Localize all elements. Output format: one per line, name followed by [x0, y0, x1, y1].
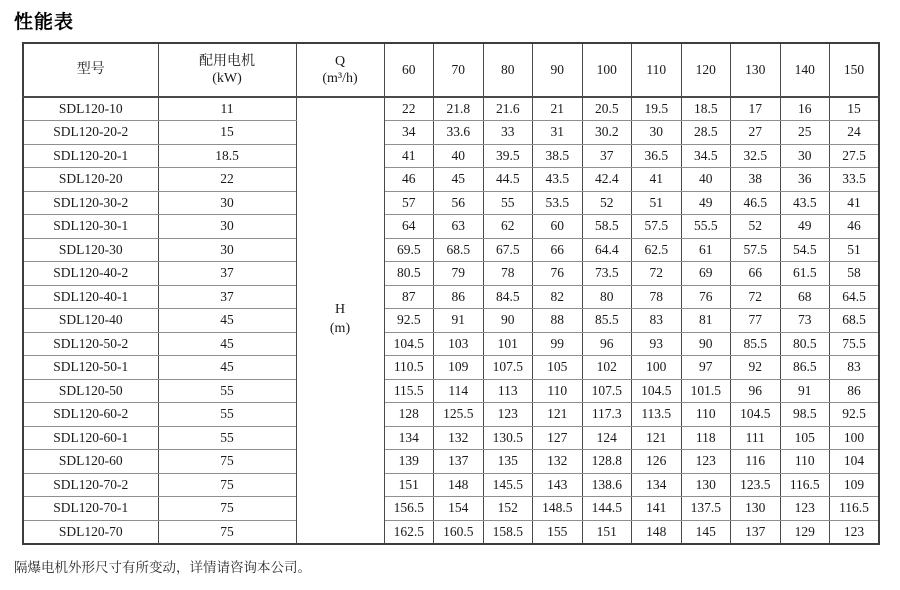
h-value-cell: 123: [780, 497, 830, 521]
performance-table: [22, 42, 880, 545]
h-value-cell: 76: [681, 285, 731, 309]
h-value-cell: 25: [780, 121, 830, 145]
h-value-cell: 128: [384, 403, 434, 427]
kw-cell: 55: [158, 379, 296, 403]
h-value-cell: 28.5: [681, 121, 731, 145]
h-value-cell: 134: [384, 426, 434, 450]
h-value-cell: 68.5: [434, 238, 484, 262]
h-value-cell: 110.5: [384, 356, 434, 380]
h-value-cell: 43.5: [533, 168, 583, 192]
h-value-cell: 93: [632, 332, 682, 356]
h-value-cell: 88: [533, 309, 583, 333]
h-value-cell: 44.5: [483, 168, 533, 192]
h-value-cell: 16: [780, 97, 830, 121]
table-row: [23, 215, 879, 239]
h-value-cell: 104: [830, 450, 880, 474]
table-row: [23, 97, 879, 121]
h-value-cell: 67.5: [483, 238, 533, 262]
h-value-cell: 33: [483, 121, 533, 145]
h-value-cell: 36: [780, 168, 830, 192]
h-value-cell: 158.5: [483, 520, 533, 544]
h-value-cell: 75.5: [830, 332, 880, 356]
kw-cell: 37: [158, 285, 296, 309]
table-row: [23, 379, 879, 403]
h-value-cell: 73: [780, 309, 830, 333]
h-value-cell: 132: [533, 450, 583, 474]
h-value-cell: 113: [483, 379, 533, 403]
h-value-cell: 49: [681, 191, 731, 215]
h-value-cell: 58: [830, 262, 880, 286]
h-value-cell: 46.5: [731, 191, 781, 215]
table-row: [23, 168, 879, 192]
table-row: [23, 238, 879, 262]
header-motor: [158, 43, 296, 97]
header-q-unit: (m³/h): [322, 71, 358, 86]
h-value-cell: 96: [582, 332, 632, 356]
h-value-cell: 109: [830, 473, 880, 497]
h-value-cell: 101.5: [681, 379, 731, 403]
h-value-cell: 31: [533, 121, 583, 145]
model-cell: SDL120-30-2: [23, 191, 158, 215]
h-value-cell: 148: [632, 520, 682, 544]
header-q-label: Q: [334, 53, 346, 69]
h-value-cell: 92.5: [830, 403, 880, 427]
h-value-cell: 109: [434, 356, 484, 380]
header-flow-col: 60: [384, 43, 434, 97]
h-value-cell: 53.5: [533, 191, 583, 215]
h-value-cell: 130: [681, 473, 731, 497]
h-value-cell: 121: [533, 403, 583, 427]
h-value-cell: 76: [533, 262, 583, 286]
h-value-cell: 148.5: [533, 497, 583, 521]
h-value-cell: 57: [384, 191, 434, 215]
table-row: [23, 121, 879, 145]
h-value-cell: 55: [483, 191, 533, 215]
h-value-cell: 101: [483, 332, 533, 356]
h-value-cell: 30: [632, 121, 682, 145]
kw-cell: 11: [158, 97, 296, 121]
h-value-cell: 97: [681, 356, 731, 380]
h-value-cell: 77: [731, 309, 781, 333]
h-value-cell: 104.5: [384, 332, 434, 356]
h-value-cell: 85.5: [582, 309, 632, 333]
h-value-cell: 49: [780, 215, 830, 239]
kw-cell: 18.5: [158, 144, 296, 168]
model-cell: SDL120-60: [23, 450, 158, 474]
h-value-cell: 27.5: [830, 144, 880, 168]
h-value-cell: 27: [731, 121, 781, 145]
h-value-cell: 100: [830, 426, 880, 450]
kw-cell: 75: [158, 450, 296, 474]
h-value-cell: 115.5: [384, 379, 434, 403]
kw-cell: 30: [158, 215, 296, 239]
h-value-cell: 68.5: [830, 309, 880, 333]
header-flow-col: 90: [533, 43, 583, 97]
h-value-cell: 19.5: [632, 97, 682, 121]
h-value-cell: 156.5: [384, 497, 434, 521]
h-value-cell: 68: [780, 285, 830, 309]
h-value-cell: 46: [384, 168, 434, 192]
h-value-cell: 124: [582, 426, 632, 450]
h-value-cell: 145.5: [483, 473, 533, 497]
h-value-cell: 62.5: [632, 238, 682, 262]
footer-note: 隔爆电机外形尺寸有所变动，详情请咨询本公司。: [14, 560, 311, 575]
h-value-cell: 99: [533, 332, 583, 356]
h-value-cell: 92.5: [384, 309, 434, 333]
h-value-cell: 21: [533, 97, 583, 121]
h-value-cell: 116.5: [780, 473, 830, 497]
h-value-cell: 17: [731, 97, 781, 121]
h-value-cell: 21.8: [434, 97, 484, 121]
h-value-cell: 123.5: [731, 473, 781, 497]
h-value-cell: 18.5: [681, 97, 731, 121]
h-unit: (m): [329, 321, 351, 337]
kw-cell: 45: [158, 332, 296, 356]
h-value-cell: 137: [731, 520, 781, 544]
header-flow-col: 110: [632, 43, 682, 97]
h-value-cell: 110: [780, 450, 830, 474]
h-value-cell: 137.5: [681, 497, 731, 521]
h-value-cell: 72: [731, 285, 781, 309]
model-cell: SDL120-60-2: [23, 403, 158, 427]
h-value-cell: 57.5: [632, 215, 682, 239]
kw-cell: 30: [158, 238, 296, 262]
kw-cell: 75: [158, 520, 296, 544]
h-value-cell: 134: [632, 473, 682, 497]
h-value-cell: 80: [582, 285, 632, 309]
h-value-cell: 64.4: [582, 238, 632, 262]
h-value-cell: 162.5: [384, 520, 434, 544]
h-value-cell: 61: [681, 238, 731, 262]
h-value-cell: 121: [632, 426, 682, 450]
h-value-cell: 90: [483, 309, 533, 333]
model-cell: SDL120-60-1: [23, 426, 158, 450]
h-value-cell: 64: [384, 215, 434, 239]
h-value-cell: 141: [632, 497, 682, 521]
header-q: [296, 43, 384, 97]
h-value-cell: 98.5: [780, 403, 830, 427]
table-row: [23, 520, 879, 544]
header-motor-unit: (kW): [212, 71, 242, 86]
h-value-cell: 82: [533, 285, 583, 309]
table-row: [23, 426, 879, 450]
h-value-cell: 107.5: [483, 356, 533, 380]
h-value-cell: 30.2: [582, 121, 632, 145]
h-value-cell: 78: [632, 285, 682, 309]
header-flow-col: 140: [780, 43, 830, 97]
header-flow-col: 130: [731, 43, 781, 97]
h-value-cell: 15: [830, 97, 880, 121]
h-value-cell: 22: [384, 97, 434, 121]
h-value-cell: 57.5: [731, 238, 781, 262]
h-value-cell: 24: [830, 121, 880, 145]
h-value-cell: 69.5: [384, 238, 434, 262]
h-value-cell: 132: [434, 426, 484, 450]
h-value-cell: 145: [681, 520, 731, 544]
model-cell: SDL120-20-2: [23, 121, 158, 145]
h-value-cell: 86: [830, 379, 880, 403]
h-value-cell: 38: [731, 168, 781, 192]
h-value-cell: 91: [780, 379, 830, 403]
model-cell: SDL120-50-2: [23, 332, 158, 356]
h-value-cell: 69: [681, 262, 731, 286]
h-value-cell: 139: [384, 450, 434, 474]
h-value-cell: 73.5: [582, 262, 632, 286]
header-row: [23, 43, 879, 97]
h-value-cell: 80.5: [780, 332, 830, 356]
h-value-cell: 86.5: [780, 356, 830, 380]
h-value-cell: 81: [681, 309, 731, 333]
h-value-cell: 102: [582, 356, 632, 380]
h-value-cell: 21.6: [483, 97, 533, 121]
table-row: [23, 309, 879, 333]
h-value-cell: 123: [681, 450, 731, 474]
h-label: H: [334, 302, 346, 318]
h-value-cell: 104.5: [632, 379, 682, 403]
model-cell: SDL120-70-1: [23, 497, 158, 521]
header-flow-col: 100: [582, 43, 632, 97]
kw-cell: 45: [158, 309, 296, 333]
h-value-cell: 130.5: [483, 426, 533, 450]
kw-cell: 45: [158, 356, 296, 380]
table-header: [23, 43, 879, 97]
h-value-cell: 155: [533, 520, 583, 544]
h-value-cell: 60: [533, 215, 583, 239]
h-value-cell: 96: [731, 379, 781, 403]
h-value-cell: 126: [632, 450, 682, 474]
table-row: [23, 144, 879, 168]
h-value-cell: 118: [681, 426, 731, 450]
h-value-cell: 92: [731, 356, 781, 380]
model-cell: SDL120-40: [23, 309, 158, 333]
h-value-cell: 72: [632, 262, 682, 286]
h-value-cell: 83: [632, 309, 682, 333]
h-value-cell: 32.5: [731, 144, 781, 168]
table-row: [23, 356, 879, 380]
h-value-cell: 39.5: [483, 144, 533, 168]
h-value-cell: 117.3: [582, 403, 632, 427]
h-value-cell: 66: [533, 238, 583, 262]
h-value-cell: 52: [731, 215, 781, 239]
h-value-cell: 63: [434, 215, 484, 239]
h-value-cell: 113.5: [632, 403, 682, 427]
h-value-cell: 138.6: [582, 473, 632, 497]
h-value-cell: 129: [780, 520, 830, 544]
h-value-cell: 84.5: [483, 285, 533, 309]
h-value-cell: 20.5: [582, 97, 632, 121]
table-row: [23, 262, 879, 286]
h-value-cell: 116: [731, 450, 781, 474]
header-flow-col: 80: [483, 43, 533, 97]
kw-cell: 75: [158, 497, 296, 521]
h-value-cell: 148: [434, 473, 484, 497]
h-value-cell: 30: [780, 144, 830, 168]
h-value-cell: 79: [434, 262, 484, 286]
model-cell: SDL120-50: [23, 379, 158, 403]
h-value-cell: 152: [483, 497, 533, 521]
h-value-cell: 143: [533, 473, 583, 497]
header-model: 型号: [23, 43, 158, 97]
h-value-cell: 107.5: [582, 379, 632, 403]
h-value-cell: 83: [830, 356, 880, 380]
page-title: 性能表: [14, 12, 75, 33]
h-value-cell: 62: [483, 215, 533, 239]
h-m-merged-cell: [296, 97, 384, 544]
h-value-cell: 46: [830, 215, 880, 239]
h-value-cell: 104.5: [731, 403, 781, 427]
model-cell: SDL120-40-1: [23, 285, 158, 309]
model-cell: SDL120-20: [23, 168, 158, 192]
model-cell: SDL120-50-1: [23, 356, 158, 380]
h-value-cell: 43.5: [780, 191, 830, 215]
table-row: [23, 191, 879, 215]
h-value-cell: 105: [533, 356, 583, 380]
h-value-cell: 34.5: [681, 144, 731, 168]
h-value-cell: 41: [830, 191, 880, 215]
kw-cell: 55: [158, 426, 296, 450]
h-value-cell: 123: [483, 403, 533, 427]
h-value-cell: 42.4: [582, 168, 632, 192]
h-value-cell: 100: [632, 356, 682, 380]
kw-cell: 15: [158, 121, 296, 145]
h-value-cell: 151: [582, 520, 632, 544]
h-value-cell: 66: [731, 262, 781, 286]
h-value-cell: 137: [434, 450, 484, 474]
h-value-cell: 116.5: [830, 497, 880, 521]
h-value-cell: 37: [582, 144, 632, 168]
h-value-cell: 86: [434, 285, 484, 309]
h-value-cell: 51: [632, 191, 682, 215]
h-value-cell: 40: [681, 168, 731, 192]
h-value-cell: 64.5: [830, 285, 880, 309]
h-value-cell: 41: [384, 144, 434, 168]
h-value-cell: 111: [731, 426, 781, 450]
h-value-cell: 144.5: [582, 497, 632, 521]
header-motor-label: 配用电机: [199, 53, 255, 69]
h-value-cell: 135: [483, 450, 533, 474]
h-value-cell: 125.5: [434, 403, 484, 427]
model-cell: SDL120-10: [23, 97, 158, 121]
h-value-cell: 114: [434, 379, 484, 403]
kw-cell: 55: [158, 403, 296, 427]
h-value-cell: 55.5: [681, 215, 731, 239]
h-value-cell: 130: [731, 497, 781, 521]
kw-cell: 22: [158, 168, 296, 192]
h-value-cell: 51: [830, 238, 880, 262]
h-value-cell: 33.5: [830, 168, 880, 192]
model-cell: SDL120-20-1: [23, 144, 158, 168]
h-value-cell: 61.5: [780, 262, 830, 286]
table-row: [23, 450, 879, 474]
h-value-cell: 151: [384, 473, 434, 497]
model-cell: SDL120-70: [23, 520, 158, 544]
model-cell: SDL120-40-2: [23, 262, 158, 286]
kw-cell: 75: [158, 473, 296, 497]
h-value-cell: 85.5: [731, 332, 781, 356]
h-value-cell: 87: [384, 285, 434, 309]
h-value-cell: 154: [434, 497, 484, 521]
kw-cell: 37: [158, 262, 296, 286]
model-cell: SDL120-30-1: [23, 215, 158, 239]
h-value-cell: 52: [582, 191, 632, 215]
h-value-cell: 110: [681, 403, 731, 427]
h-value-cell: 123: [830, 520, 880, 544]
header-flow-col: 120: [681, 43, 731, 97]
model-cell: SDL120-30: [23, 238, 158, 262]
h-value-cell: 54.5: [780, 238, 830, 262]
h-value-cell: 56: [434, 191, 484, 215]
model-cell: SDL120-70-2: [23, 473, 158, 497]
h-value-cell: 34: [384, 121, 434, 145]
h-value-cell: 41: [632, 168, 682, 192]
kw-cell: 30: [158, 191, 296, 215]
table-body: [23, 97, 879, 544]
h-value-cell: 160.5: [434, 520, 484, 544]
h-value-cell: 38.5: [533, 144, 583, 168]
h-value-cell: 80.5: [384, 262, 434, 286]
table-row: [23, 403, 879, 427]
table-row: [23, 473, 879, 497]
h-value-cell: 40: [434, 144, 484, 168]
h-value-cell: 58.5: [582, 215, 632, 239]
h-value-cell: 36.5: [632, 144, 682, 168]
h-value-cell: 110: [533, 379, 583, 403]
header-flow-col: 150: [830, 43, 880, 97]
h-value-cell: 91: [434, 309, 484, 333]
h-value-cell: 103: [434, 332, 484, 356]
h-value-cell: 90: [681, 332, 731, 356]
h-value-cell: 128.8: [582, 450, 632, 474]
header-flow-col: 70: [434, 43, 484, 97]
h-value-cell: 127: [533, 426, 583, 450]
table-row: [23, 332, 879, 356]
table-row: [23, 285, 879, 309]
h-value-cell: 78: [483, 262, 533, 286]
table-row: [23, 497, 879, 521]
h-value-cell: 33.6: [434, 121, 484, 145]
h-value-cell: 105: [780, 426, 830, 450]
h-value-cell: 45: [434, 168, 484, 192]
